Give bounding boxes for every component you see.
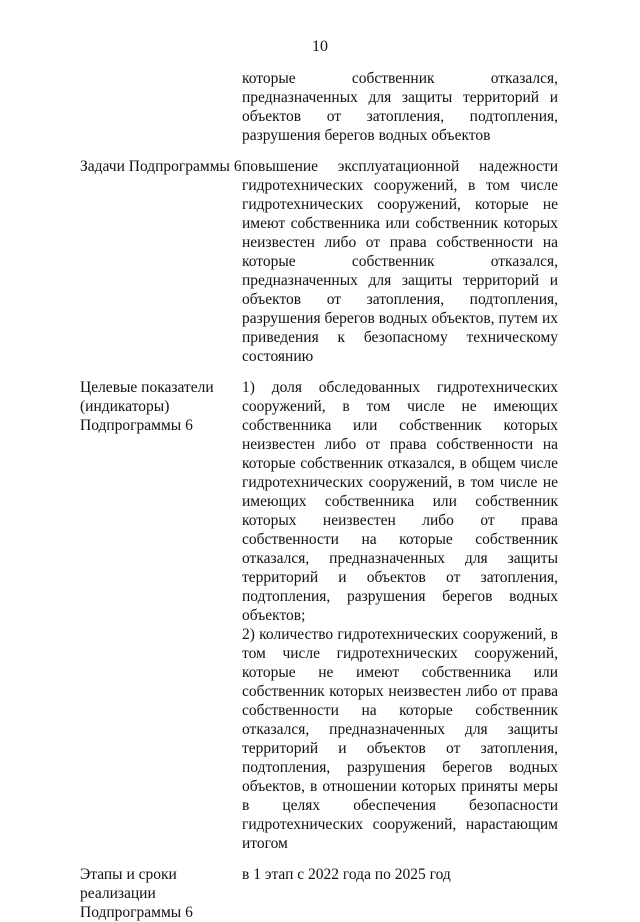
page-number: 10	[312, 38, 328, 55]
row-label: Задачи Подпрограммы 6	[80, 158, 242, 175]
row-value	[242, 69, 558, 145]
table-row-continuation	[80, 69, 560, 145]
row-paragraph: 2) количество гидротехнических сооружений, в том числе гидротехнических сооружений, которые не имеют собственника или собственник которых неизвестен либо от права собственности на которые собственник отказался, предназначенных для защиты территорий и объектов от затопления, подтопления, разрушения берегов водных объектов, в отношении которых приняты меры в целях обеспечения безопасности гидротехнических сооружений, нарастающим итогом	[242, 626, 558, 852]
row-value	[242, 378, 558, 853]
row-label: Этапы и сроки реализации Подпрограммы 6	[80, 866, 193, 921]
table-row-tasks	[80, 157, 560, 366]
row-value	[242, 157, 558, 366]
table-row-indicators	[80, 378, 560, 853]
table-row-stages	[80, 865, 560, 922]
row-value	[242, 865, 558, 884]
row-label: Целевые показатели (индикаторы) Подпрограммы 6	[80, 379, 214, 434]
subprogram-passport-table	[80, 69, 560, 922]
row-paragraph: в 1 этап с 2022 года по 2025 год	[242, 866, 451, 883]
row-paragraph: 1) доля обследованных гидротехнических сооружений, в том числе не имеющих собственника или собственник которых неизвестен либо от права собственности на которые собственник отказался, в общем числе гидротехнических сооружений, в том числе не имеющих собственника или собственник которых неизвестен либо от права собственности на которые собственник отказался, предназначенных для защиты территорий и объектов от затопления, подтопления, разрушения берегов водных объектов;	[242, 379, 558, 624]
row-paragraph: которые собственник отказался, предназначенных для защиты территорий и объектов от затопления, подтопления, разрушения берегов водных объектов	[242, 70, 558, 144]
row-paragraph: повышение эксплуатационной надежности гидротехнических сооружений, в том числе гидротехнических сооружений, которые не имеют собственника или собственник которых неизвестен либо от права собственности на которые собственник отказался, предназначенных для защиты территорий и объектов от затопления, подтопления, разрушения берегов водных объектов, путем их приведения к безопасному техническому состоянию	[242, 158, 558, 365]
